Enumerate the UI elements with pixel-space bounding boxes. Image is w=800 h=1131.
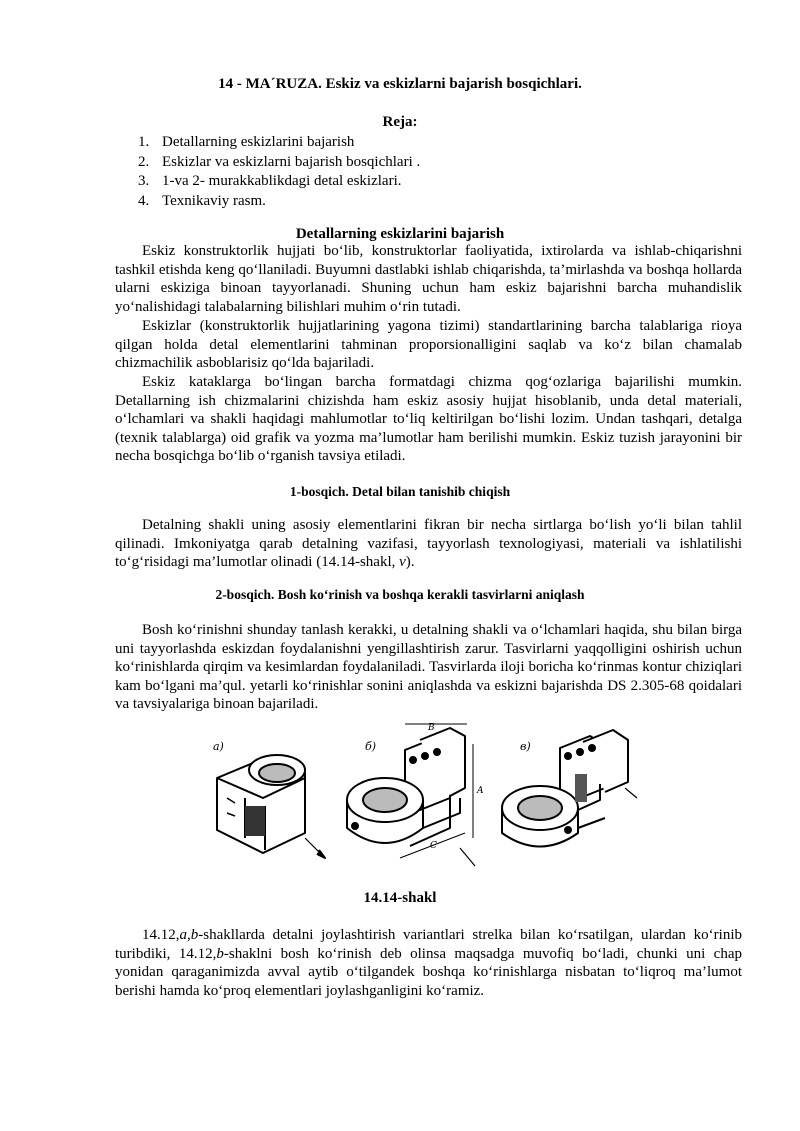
- dimension-label-a: A: [477, 786, 484, 796]
- plan-item-text: Eskizlar va eskizlarni bajarish bosqichlari .: [162, 153, 421, 170]
- figure-14-14: [205, 718, 650, 868]
- paragraph-3: Eskiz kataklarga bo‘lingan barcha formatdagi chizma qog‘ozlariga bajarilishi mumkin. Detallarning ish chizmalarini chizishda ham eskiz asosiy hujjat hisoblanib, unda detal materiali, o‘lchamlari va shakli haqidagi mahlumotlar to‘liq keltirilgan bo‘lishi lozim. Undan tashqari, detalga (texnik talablarga) oid grafik va yozma ma’lumotlar ham berilishi mumkin. Eskiz tuzish jarayonini bir necha bosqichga bo‘lib o‘rganish tavsiya etiladi.: [115, 374, 742, 465]
- plan-item: [138, 133, 420, 153]
- final-text-c: -shaklni bosh ko‘rinish deb olinsa maqsadga muvofiq bo‘ladi, chunki uni chap yonidan qaraganimizda avval aytib o‘tilgandek boshqa ko‘rinishlarga nisbatan to‘liqroq ma’lumot berishi hamda ko‘proq elementlari joylashganligini ko‘ramiz.: [115, 945, 743, 999]
- part-a-drawing: [217, 755, 325, 858]
- plan-item-text: Texnikaviy rasm.: [162, 192, 266, 209]
- final-text-a: 14.12,: [142, 927, 180, 943]
- part-drawings: [205, 718, 650, 868]
- plan-item-number: 1.: [138, 134, 150, 150]
- stage2-heading: 2-bosqich. Bosh ko‘rinish va boshqa kerakli tasvirlarni aniqlash: [215, 587, 585, 602]
- final-paragraph: [115, 926, 742, 1000]
- stage1-text: Detalning shakli uning asosiy elementlarini fikran bir necha sirtlarga bo‘lish yo‘li bilan tahlil qilinadi. Imkoniyatga qarab detalning vazifasi, tayyorlash texnologiyasi, materiali va ishlatilishi to‘g‘risidagi ma’lumotlar olinadi (14.14-shakl,: [115, 517, 742, 571]
- paragraph-2: Eskizlar (konstruktorlik hujjatlarining yagona tizimi) standartlarining barcha talablariga rioya qilgan holda detal elementlarini tahminan proporsionalligini saqlab va ko‘z bilan chamalab chizmachilik asboblarisiz qo‘lda bajariladi.: [115, 318, 742, 372]
- stage2-paragraph: Bosh ko‘rinishni shunday tanlash kerakki, u detalning shakli va o‘lchamlari haqida, shu bilan birga uni tayyorlashda eskizdan foydalanishni yengillashtirish zarur. Tasvirlarni yaqqolligini oshirish uchun ko‘rinishlarda qirqim va kesimlardan foydalaniladi. Tasvirlarda iloji boricha ko‘rinmas kontur chiziqlari kam bo‘lgani ma’qul. yetarli ko‘rinishlar sonini aniqlashda va eskizni bajarishda DS 2.305-68 qoidalari va tavsiyalariga binoan bajariladi.: [115, 622, 742, 713]
- plan-item-text: Detallarning eskizlarini bajarish: [162, 134, 355, 150]
- plan-item: [138, 153, 420, 173]
- figure-label-v: в): [520, 740, 531, 753]
- stage1-text-end: ).: [405, 554, 415, 571]
- stage1-italic: v: [399, 554, 406, 571]
- plan-item: [138, 172, 420, 192]
- lecture-title: 14 - MA´RUZA. Eskiz va eskizlarni bajarish bosqichlari.: [218, 76, 582, 92]
- paragraph-1: Eskiz konstruktorlik hujjati bo‘lib, konstruktorlar faoliyatida, ixtirolarda va ishlab-chiqarishni tashkil etishda keng qo‘llaniladi. Buyumni dastlabki ishlab chiqarishda, ta’mirlashda va boshqa hollarda ularni eskiziga binoan tayyorlanadi. Shuning uchun ham eskiz bajarishni barcha muhandislik yo‘nalishidagi talabalarning bilishlari muhim o‘rin tutadi.: [115, 243, 742, 315]
- dimension-label-c: C: [430, 841, 437, 851]
- stage1-heading: 1-bosqich. Detal bilan tanishib chiqish: [289, 484, 511, 499]
- plan-item-number: 3.: [138, 173, 150, 189]
- final-italic-b: b: [216, 945, 224, 962]
- plan-item-number: 2.: [138, 153, 150, 170]
- final-text-b: -shakllarda detalni joylashtirish variantlari strelka bilan ko‘rsatilgan, ulardan ko‘rinib turibdiki, 14.12,: [115, 927, 742, 962]
- plan-item-number: 4.: [138, 192, 150, 209]
- plan-heading: Reja:: [382, 114, 418, 130]
- stage1-paragraph: [115, 516, 742, 572]
- figure-caption: 14.14-shakl: [363, 890, 437, 906]
- plan-item-text: 1-va 2- murakkablikdagi detal eskizlari.: [162, 173, 402, 189]
- figure-label-a: a): [213, 740, 224, 753]
- plan-item: [138, 192, 420, 212]
- final-italic-a: a,b: [179, 927, 199, 943]
- section-heading: Detallarning eskizlarini bajarish: [295, 226, 505, 242]
- figure-label-b: б): [365, 740, 377, 753]
- dimension-label-b: B: [428, 723, 435, 733]
- plan-list: [138, 133, 420, 211]
